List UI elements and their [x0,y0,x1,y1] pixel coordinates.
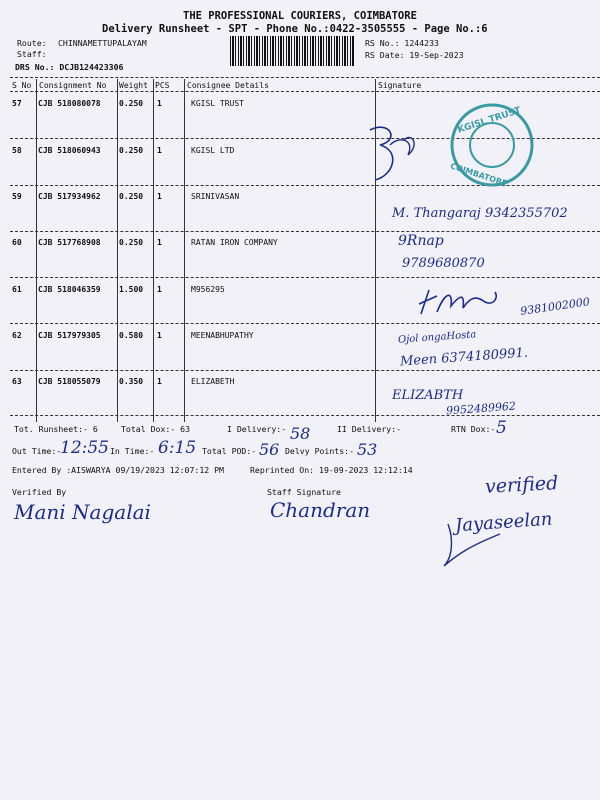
row-rule [10,370,600,371]
sig-row-60-phone: 9789680870 [402,256,485,271]
row-57-consignment: CJB 518080078 [38,99,101,108]
runsheet-subtitle: Delivery Runsheet - SPT - Phone No.:0422-3505555 - Page No.:6 [102,23,488,35]
table-bottom-rule [10,415,600,416]
company-title: THE PROFESSIONAL COURIERS, COIMBATORE [183,10,417,22]
col-header-consignment: Consignment No [39,81,107,90]
row-61-sno: 61 [12,285,22,294]
col-header-weight: Weight [119,81,148,90]
sig-row-59: M. Thangaraj 9342355702 [392,206,568,221]
reprinted-on: Reprinted On: 19-09-2023 12:12:14 [250,465,413,475]
column-divider [153,79,154,422]
verified-signature-flourish [440,520,510,570]
tot-runsheet: Tot. Runsheet:- 6 [14,424,98,434]
row-59-consignee: SRINIVASAN [191,192,240,201]
row-61-pcs: 1 [157,285,162,294]
table-top-rule [10,77,600,78]
row-60-consignee: RATAN IRON COMPANY [191,238,278,247]
row-58-pcs: 1 [157,146,162,155]
verified-signature: Jayaseelan [454,508,554,537]
in-time-label: In Time:- [110,446,155,456]
row-58-consignment: CJB 518060943 [38,146,101,155]
row-rule [10,323,600,324]
out-time-label: Out Time:- [12,446,62,456]
row-59-consignment: CJB 517934962 [38,192,101,201]
row-58-weight: 0.250 [119,146,144,155]
row-60-sno: 60 [12,238,22,247]
row-58-consignee: KGISL LTD [191,146,235,155]
sig-row-63-phone: 9952489962 [445,399,517,418]
ii-delivery-label: II Delivery:- [337,424,402,434]
row-59-weight: 0.250 [119,192,144,201]
row-61-consignment: CJB 518046359 [38,285,101,294]
column-divider [117,79,118,422]
stamp-top-text: KGISL TRUST [456,105,523,136]
row-61-consignee: M956295 [191,285,225,294]
row-59-pcs: 1 [157,192,162,201]
rtn-dox-value: 5 [496,418,507,438]
barcode [230,36,354,66]
staff-label: Staff: [17,49,47,59]
route-label: Route: [17,38,47,48]
verified-by-signature: Mani Nagalai [14,500,151,524]
stamp-bottom-text: COIMBATORE [449,161,509,189]
row-rule [10,277,600,278]
row-60-consignment: CJB 517768908 [38,238,101,247]
column-divider [36,79,37,422]
row-62-weight: 0.580 [119,331,144,340]
row-60-pcs: 1 [157,238,162,247]
total-pod-value: 56 [259,440,280,459]
row-57-weight: 0.250 [119,99,144,108]
sig-row-62-phone: Meen 6374180991. [399,345,529,370]
col-header-sno: S No [12,81,32,90]
rs-number: RS No.: 1244233 [365,38,439,48]
row-57-consignee: KGISL TRUST [191,99,244,108]
row-63-consignment: CJB 518055079 [38,377,101,386]
row-60-weight: 0.250 [119,238,144,247]
row-57-pcs: 1 [157,99,162,108]
rs-date: RS Date: 19-Sep-2023 [365,50,464,60]
sig-row-63-name: ELIZABTH [392,388,464,403]
sig-row-61-phone: 9381002000 [519,295,591,318]
staff-signature-label: Staff Signature [267,487,341,497]
header-rule [10,91,600,92]
delvy-points-label: Delvy Points:- [285,446,355,456]
sig-row-60-name: 9Rnap [398,233,444,249]
row-62-consignee: MEENABHUPATHY [191,331,254,340]
rtn-dox-label: RTN Dox:- [451,424,496,434]
out-time-value: 12:55 [60,438,109,458]
delvy-points-value: 53 [357,440,378,459]
sig-row-61-scribble [415,282,505,320]
column-divider [184,79,185,422]
i-delivery-value: 58 [290,424,311,443]
row-57-sno: 57 [12,99,22,108]
row-62-consignment: CJB 517979305 [38,331,101,340]
row-rule [10,231,600,232]
route-value: CHINNAMETTUPALAYAM [58,38,147,48]
row-63-consignee: ELIZABETH [191,377,235,386]
row-63-pcs: 1 [157,377,162,386]
row-61-weight: 1.500 [119,285,144,294]
verified-word: verified [484,472,559,498]
col-header-signature: Signature [378,81,422,90]
row-63-weight: 0.350 [119,377,144,386]
total-dox: Total Dox:- 63 [121,424,191,434]
entered-by: Entered By :AISWARYA 09/19/2023 12:07:12 PM [12,465,224,475]
col-header-pcs: PCS [155,81,170,90]
row-62-sno: 62 [12,331,22,340]
i-delivery-label: I Delivery:- [227,424,287,434]
in-time-value: 6:15 [158,438,197,458]
row-63-sno: 63 [12,377,22,386]
row-59-sno: 59 [12,192,22,201]
kgisl-stamp [360,100,540,190]
drs-number: DRS No.: DCJB124423306 [15,62,124,72]
sig-row-62-name: Ojol ongaHosta [397,329,477,346]
verified-by-label: Verified By [12,487,67,497]
col-header-consignee: Consignee Details [187,81,269,90]
total-pod-label: Total POD:- [202,446,257,456]
row-58-sno: 58 [12,146,22,155]
row-62-pcs: 1 [157,331,162,340]
staff-signature: Chandran [270,498,371,522]
